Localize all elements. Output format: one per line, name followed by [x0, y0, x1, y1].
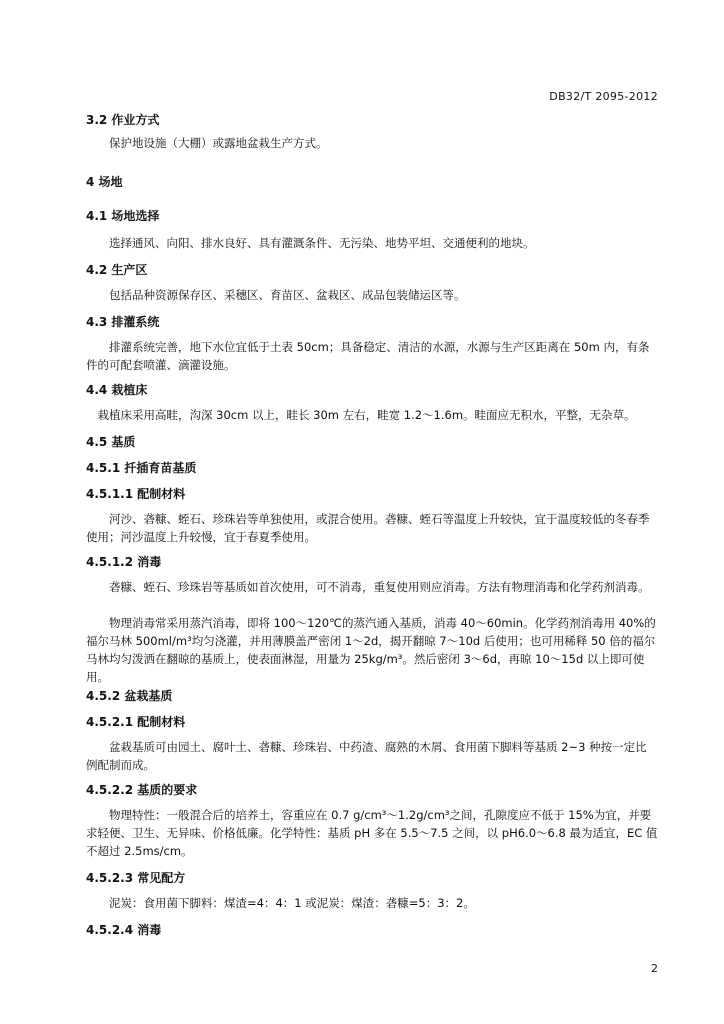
- section-heading: 4.3 排灌系统: [86, 315, 160, 329]
- paragraph: 选择通风、向阳、排水良好、具有灌溉条件、无污染、地势平坦、交通便利的地块。: [109, 236, 535, 250]
- section-4-4: [86, 382, 658, 398]
- section-4-5-2-1: [86, 714, 658, 730]
- section-3-2: [86, 112, 658, 128]
- section-4-5: [86, 434, 658, 450]
- section-heading: 3.2 作业方式: [86, 113, 160, 127]
- paragraph: 排灌系统完善，地下水位宜低于土表 50cm；具备稳定、清洁的水源，水源与生产区距离在 50m 内，有条件的可配套喷灌、滴灌设施。: [86, 340, 650, 372]
- section-4-5-2: [86, 688, 658, 704]
- paragraph: 物理消毒常采用蒸汽消毒，即将 100～120℃的蒸汽通入基质，消毒 40～60min。化学药剂消毒用 40%的福尔马林 500ml/m³均匀浇灌，并用薄膜盖严密闭 1～2d，揭开翻晾 7～10d 后使用；也可用稀释 50 倍的福尔马林均匀泼洒在翻晾的基质上，使表面淋湿，用量为 25kg/m³。然后密闭 3～6d，再晾 10～15d 以上即可使用。: [86, 616, 656, 684]
- paragraph: 栽植床采用高畦，沟深 30cm 以上，畦长 30m 左右，畦宽 1.2～1.6m。畦面应无积水，平整，无杂草。: [97, 408, 636, 422]
- section-heading: 4.5.2.4 消毒: [86, 923, 162, 937]
- section-4-2: [86, 262, 658, 278]
- section-4-5-2-2: [86, 782, 658, 798]
- section-4-5-1-2: [86, 554, 658, 570]
- section-heading: 4.5.2.2 基质的要求: [86, 783, 198, 797]
- page-number: 2: [651, 962, 658, 975]
- section-heading: 4.5 基质: [86, 435, 136, 449]
- paragraph: 砻糠、蛭石、珍珠岩等基质如首次使用，可不消毒，重复使用则应消毒。方法有物理消毒和化学药剂消毒。: [109, 580, 650, 594]
- document-code: DB32/T 2095-2012: [549, 90, 658, 103]
- section-4-5-2-1-body: [86, 738, 658, 774]
- section-4-5-1-1: [86, 486, 658, 502]
- paragraph: 包括品种资源保存区、采穗区、育苗区、盆栽区、成品包装储运区等。: [109, 288, 466, 302]
- section-heading: 4.5.1.2 消毒: [86, 555, 162, 569]
- section-4-5-1: [86, 460, 658, 476]
- paragraph: 泥炭：食用菌下脚料：煤渣=4：4：1 或泥炭：煤渣：砻糠=5：3：2。: [109, 896, 475, 910]
- section-4-1: [86, 208, 658, 224]
- section-4-5-2-4: [86, 922, 658, 938]
- section-4-4-body: [86, 406, 658, 424]
- paragraph: 盆栽基质可由园土、腐叶土、砻糠、珍珠岩、中药渣、腐熟的木屑、食用菌下脚料等基质 2~3 种按一定比例配制而成。: [86, 740, 647, 772]
- section-heading: 4.1 场地选择: [86, 209, 160, 223]
- section-4-3: [86, 314, 658, 330]
- section-4-3-body: [86, 338, 658, 374]
- section-4-5-1-2-body-2: [86, 614, 658, 686]
- paragraph: 河沙、砻糠、蛭石、珍珠岩等单独使用，或混合使用。砻糠、蛭石等温度上升较快，宜于温度较低的冬春季使用；河沙温度上升较慢，宜于春夏季使用。: [86, 512, 650, 544]
- section-4-1-body: [86, 234, 658, 252]
- section-4-5-2-3: [86, 870, 658, 886]
- section-4-5-2-3-body: [86, 894, 658, 912]
- paragraph: 保护地设施（大棚）或露地盆栽生产方式。: [109, 136, 328, 150]
- section-heading: 4.2 生产区: [86, 263, 148, 277]
- section-heading: 4.5.2 盆栽基质: [86, 689, 173, 703]
- section-heading: 4.5.2.1 配制材料: [86, 715, 186, 729]
- section-4: [86, 174, 658, 190]
- section-4-2-body: [86, 286, 658, 304]
- paragraph: 物理特性：一般混合后的培养土，容重应在 0.7 g/cm³～1.2g/cm³之间，孔隙度应不低于 15%为宜，并要求轻便、卫生、无异味、价格低廉。化学特性：基质 pH 多在 5.5～7.5 之间，以 pH6.0～6.8 最为适宜，EC 值不超过 2.5ms/cm。: [86, 808, 658, 858]
- section-heading: 4 场地: [86, 175, 123, 189]
- section-4-5-2-2-body: [86, 806, 658, 860]
- section-heading: 4.4 栽植床: [86, 383, 148, 397]
- section-heading: 4.5.2.3 常见配方: [86, 871, 186, 885]
- section-heading: 4.5.1.1 配制材料: [86, 487, 186, 501]
- section-3-2-body: [86, 134, 658, 152]
- section-heading: 4.5.1 扦插育苗基质: [86, 461, 197, 475]
- section-4-5-1-1-body: [86, 510, 658, 546]
- section-4-5-1-2-body-1: [86, 578, 658, 596]
